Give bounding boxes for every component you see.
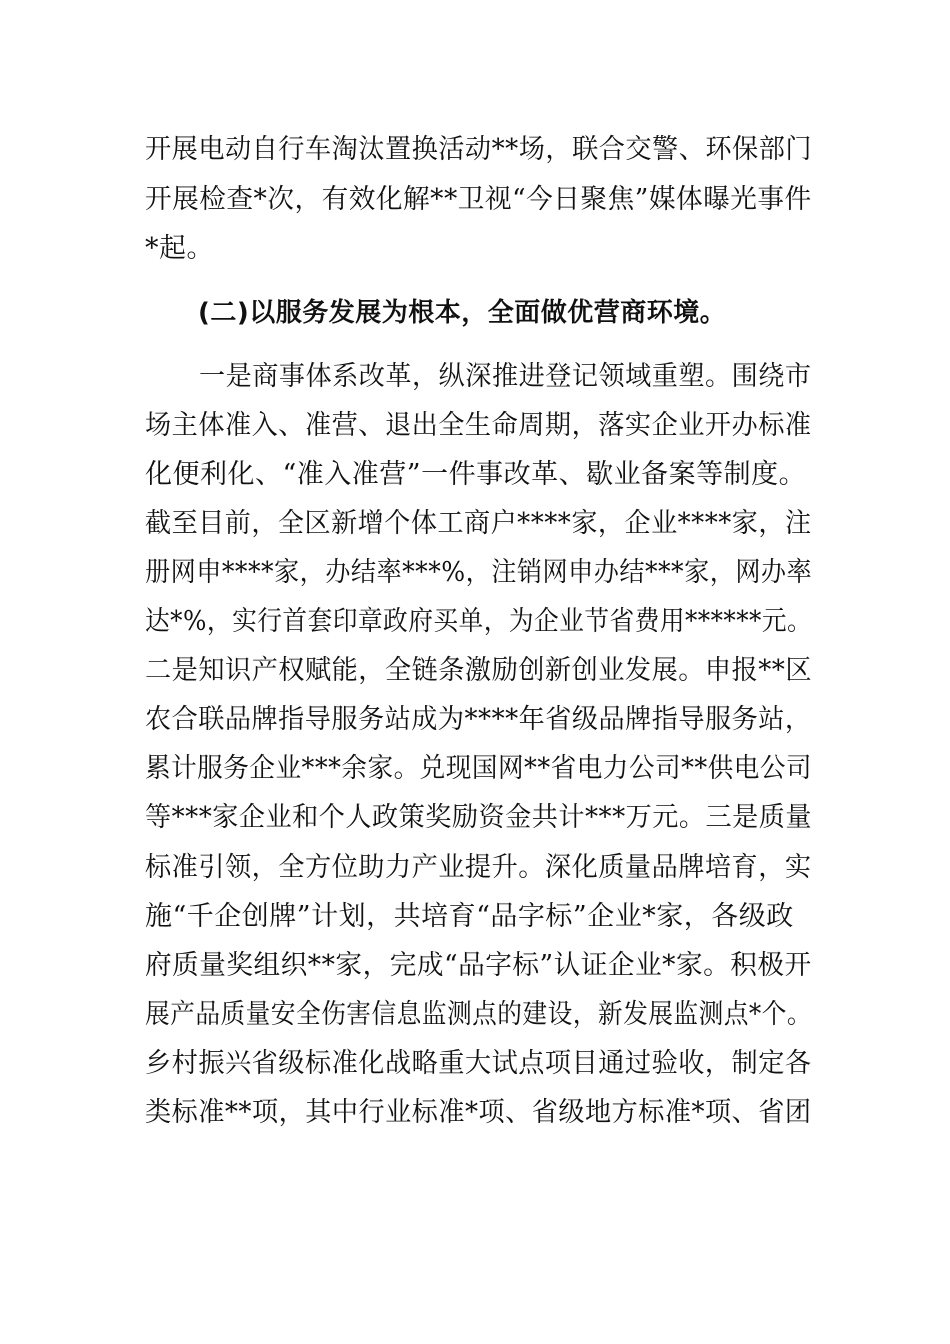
- section-heading: (二)以服务发展为根本，全面做优营商环境。: [198, 298, 727, 328]
- paragraph-line: 累计服务企业***余家。兑现国网**省电力公司**供电公司: [145, 753, 813, 784]
- paragraph-line: 化便利化、“准入准营”一件事改革、歇业备案等制度。: [145, 459, 807, 490]
- paragraph-line: 府质量奖组织**家，完成“品字标”认证企业*家。积极开: [145, 950, 812, 981]
- paragraph-line: 乡村振兴省级标准化战略重大试点项目通过验收，制定各: [145, 1048, 812, 1079]
- paragraph-line: 标准引领，全方位助力产业提升。深化质量品牌培育，实: [145, 852, 812, 883]
- paragraph-line: 农合联品牌指导服务站成为****年省级品牌指导服务站，: [145, 704, 812, 735]
- paragraph-line: 开展检查*次，有效化解**卫视“今日聚焦”媒体曝光事件: [145, 184, 812, 215]
- paragraph-line: *起。: [145, 233, 214, 264]
- paragraph-line: 等***家企业和个人政策奖励资金共计***万元。三是质量: [145, 802, 813, 833]
- paragraph-line: 开展电动自行车淘汰置换活动**场，联合交警、环保部门: [145, 134, 813, 165]
- paragraph-line: 一是商事体系改革，纵深推进登记领域重塑。围绕市: [199, 361, 812, 392]
- paragraph-line: 施“千企创牌”计划，共培育“品字标”企业*家，各级政: [145, 901, 794, 932]
- paragraph-line: 达*%，实行首套印章政府买单，为企业节省费用******元。: [145, 606, 813, 637]
- paragraph-line: 册网申****家，办结率***%，注销网申办结***家，网办率: [145, 557, 813, 588]
- paragraph-line: 类标准**项，其中行业标准*项、省级地方标准*项、省团: [145, 1097, 812, 1128]
- paragraph-line: 二是知识产权赋能，全链条激励创新创业发展。申报**区: [145, 655, 813, 686]
- paragraph-line: 截至目前，全区新增个体工商户****家，企业****家，注: [145, 508, 812, 539]
- paragraph-line: 展产品质量安全伤害信息监测点的建设，新发展监测点*个。: [145, 999, 813, 1030]
- paragraph-line: 场主体准入、准营、退出全生命周期，落实企业开办标准: [145, 410, 812, 441]
